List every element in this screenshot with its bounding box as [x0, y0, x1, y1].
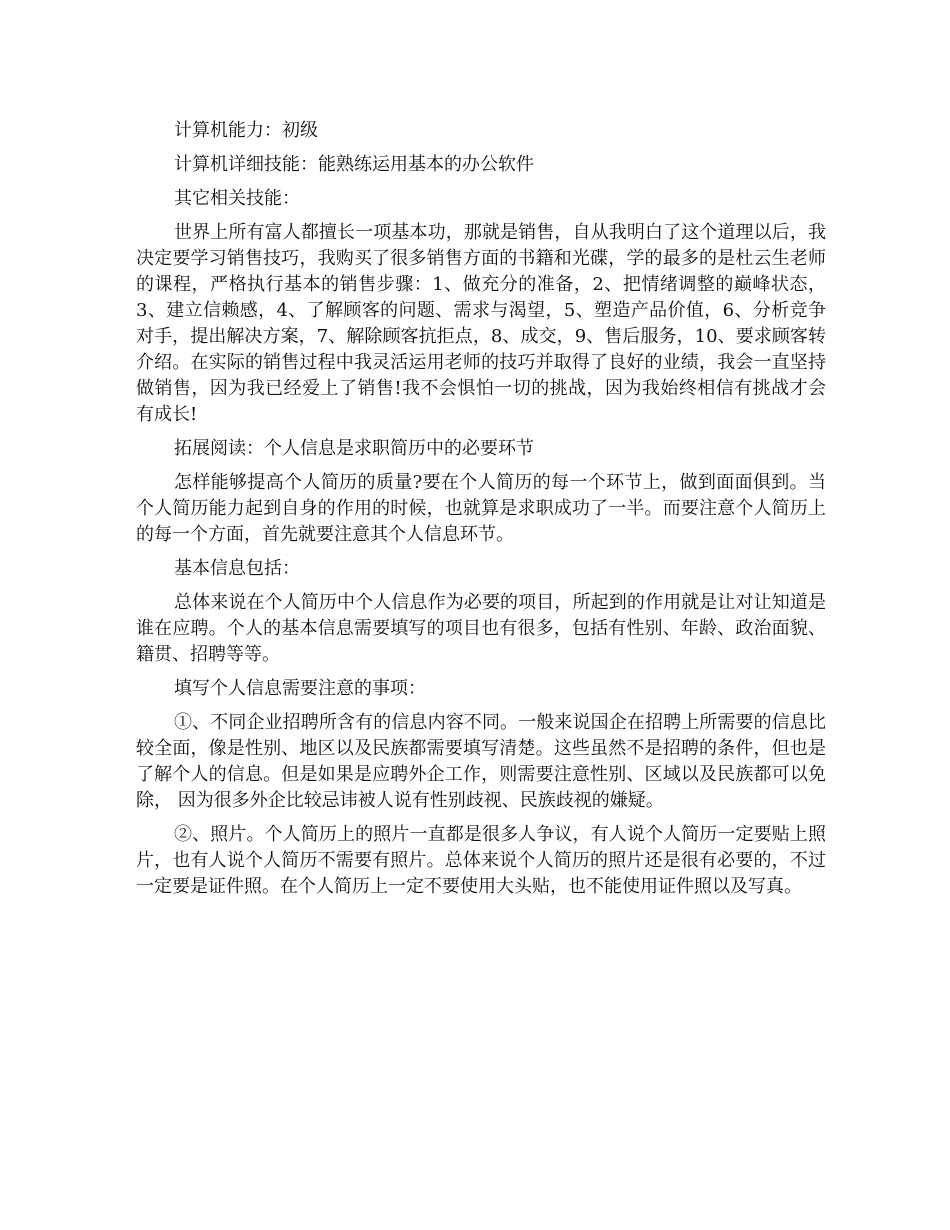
sales-paragraph: 世界上所有富人都擅长一项基本功，那就是销售，自从我明白了这个道理以后，我决定要学习销售技巧，我购买了很多销售方面的书籍和光碟，学的最多的是杜云生老师的课程，严格执行基本的销售步骤：1、做充分的准备，2、把情绪调整的巅峰状态，3、建立信赖感，4、了解顾客的问题、需求与渴望，5、塑造产品价值，6、分析竞争对手，提出解决方案，7、解除顾客抗拒点，8、成交，9、售后服务，10、要求顾客转介绍。在实际的销售过程中我灵活运用老师的技巧并取得了良好的业绩，我会一直坚持做销售，因为我已经爱上了销售!我不会惧怕一切的挑战，因为我始终相信有挑战才会有成长!: [136, 222, 826, 425]
computer-skills-line: [136, 152, 826, 178]
computer-ability-line: [136, 118, 826, 144]
document-body: [136, 118, 826, 908]
notes-heading: 填写个人信息需要注意的事项：: [174, 678, 426, 699]
computer-ability-label: 计算机能力：: [174, 120, 282, 141]
computer-skills-label: 计算机详细技能：: [174, 154, 318, 175]
intro-paragraph: 怎样能够提高个人简历的质量?要在个人简历的每一个环节上，做到面面俱到。当个人简历能力起到自身的作用的时候，也就算是求职成功了一半。而要注意个人简历上的每一个方面，首先就要注意其个人信息环节。: [136, 472, 826, 545]
note-item-2: ②、照片。个人简历上的照片一直都是很多人争议，有人说个人简历一定要贴上照片，也有人说个人简历不需要有照片。总体来说个人简历的照片还是很有必要的，不过一定要是证件照。在个人简历上一定不要使用大头贴，也不能使用证件照以及写真。: [136, 824, 826, 897]
basic-info-paragraph: 总体来说在个人简历中个人信息作为必要的项目，所起到的作用就是让对让知道是谁在应聘。个人的基本信息需要填写的项目也有很多，包括有性别、年龄、政治面貌、 籍贯、招聘等等。: [136, 592, 826, 665]
basic-info-heading: 基本信息包括：: [174, 558, 300, 579]
extended-reading-title: 拓展阅读：个人信息是求职简历中的必要环节: [174, 438, 534, 459]
computer-skills-value: 能熟练运用基本的办公软件: [318, 154, 534, 175]
note-item-1: ①、不同企业招聘所含有的信息内容不同。一般来说国企在招聘上所需要的信息比较全面，像是性别、地区以及民族都需要填写清楚。这些虽然不是招聘的条件，但也是了解个人的信息。但是如果是应聘外企工作，则需要注意性别、区域以及民族都可以免除， 因为很多外企比较忌讳被人说有性别歧视、民族歧视的嫌疑。: [136, 712, 826, 811]
other-skills-heading: 其它相关技能：: [174, 188, 300, 209]
computer-ability-value: 初级: [282, 120, 318, 141]
